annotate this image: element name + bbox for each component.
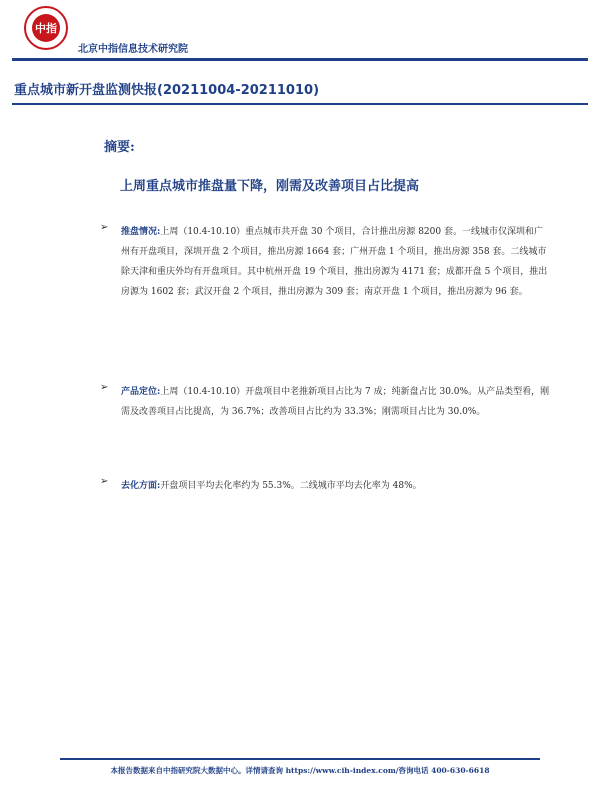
logo-mark: 中指 (32, 14, 60, 42)
arrow-bullet-icon: ➢ (100, 382, 109, 393)
abstract-headline: 上周重点城市推盘量下降，刚需及改善项目占比提高 (120, 179, 420, 194)
org-name: 北京中指信息技术研究院 (78, 44, 188, 55)
arrow-bullet-icon: ➢ (100, 476, 109, 487)
bullet-product-body: 上周（10.4-10.10）开盘项目中老推新项目占比为 7 成；纯新盘占比 30.0%。从产品类型看，刚需及改善项目占比提高，为 36.7%；改善项目占比约为 33.3%；刚需项目占比为 30.0%。 (121, 387, 550, 417)
bullet-sellthrough-body: 开盘项目平均去化率约为 55.3%。二线城市平均去化率为 48%。 (160, 481, 422, 491)
bullet-supply-keyword: 推盘情况: (121, 227, 161, 237)
bullet-product-text (121, 382, 550, 422)
footer-note: 本报告数据来自中指研究院大数据中心。详情请查询 https://www.cih-index.com/咨询电话 400-630-6618 (110, 766, 490, 775)
footer-divider (60, 758, 540, 760)
title-divider (12, 103, 588, 105)
institute-logo (24, 6, 68, 50)
bullet-supply-text (121, 222, 550, 302)
report-title: 重点城市新开盘监测快报(20211004-20211010) (14, 83, 320, 98)
abstract-label: 摘要: (104, 140, 135, 155)
arrow-bullet-icon: ➢ (100, 222, 109, 233)
header-divider (12, 58, 588, 61)
bullet-sellthrough-text (121, 476, 550, 496)
bullet-sellthrough (100, 476, 550, 496)
bullet-supply (100, 222, 550, 302)
bullet-product (100, 382, 550, 422)
bullet-supply-body: 上周（10.4-10.10）重点城市共开盘 30 个项目，合计推出房源 8200 套。一线城市仅深圳和广州有开盘项目，深圳开盘 2 个项目，推出房源 1664 套；广州开盘 1 个项目，推出房源 358 套。二线城市除天津和重庆外均有开盘项目。其中杭州开盘 19 个项目，推出房源为 4171 套；成都开盘 5 个项目，推出房源为 1602 套；武汉开盘 2 个项目，推出房源为 309 套；南京开盘 1 个项目，推出房源为 96 套。 (121, 227, 548, 297)
bullet-product-keyword: 产品定位: (121, 387, 161, 397)
bullet-sellthrough-keyword: 去化方面: (121, 481, 161, 491)
